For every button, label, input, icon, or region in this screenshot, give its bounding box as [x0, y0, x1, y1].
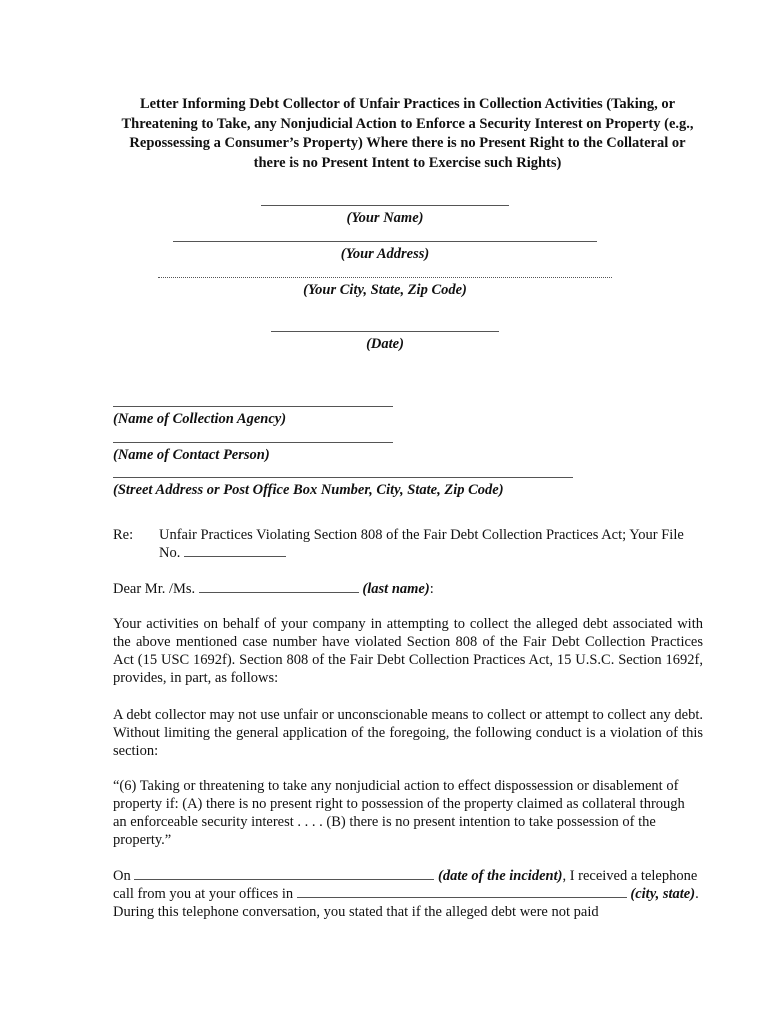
recipient-address-block — [113, 477, 573, 499]
incident-on: On — [113, 868, 131, 884]
contact-block — [113, 442, 393, 464]
salutation-prefix: Dear Mr. /Ms. — [113, 581, 196, 597]
incident-date-label: (date of the incident) — [437, 868, 563, 884]
salutation-suffix: : — [429, 581, 434, 597]
document-title: Letter Informing Debt Collector of Unfair Practices in Collection Activities (Taking, or Threatening to Take, any Nonjudicial Action to Enforce a Security Interest on Property (e.g., Repossessing a Consumer’s Property) Where there is no Present Right to the Collateral or there is no Present Intent to Exercise such Rights) — [121, 96, 694, 171]
agency-block — [113, 406, 393, 428]
date-line[interactable] — [271, 331, 499, 332]
contact-line[interactable] — [113, 442, 393, 443]
incident-city-blank[interactable] — [297, 885, 627, 898]
re-text: Unfair Practices Violating Section 808 of the Fair Debt Collection Practices Act; Your File No. — [159, 527, 684, 561]
incident-received: , I received a telephone call from you at your offices in — [113, 868, 698, 902]
paragraph-1: Your activities on behalf of your company in attempting to collect the alleged debt associated with the above mentioned case number have violated Section 808 of the Fair Debt Collection Practices Act (15 USC 1692f). Section 808 of the Fair Debt Collection Practices Act, 15 U.S.C. Section 1692f, provides, in part, as follows: — [113, 616, 703, 686]
paragraph-3: “(6) Taking or threatening to take any nonjudicial action to effect dispossession or disablement of property if: (A) there is no present right to possession of the property claimed as collateral through an enforceable security interest . . . . (B) there is no present intention to take possession of the property.” — [113, 778, 685, 848]
re-label: Re: — [113, 527, 134, 543]
incident-rest: . During this telephone conversation, you stated that if the alleged debt were not paid — [113, 886, 699, 920]
sender-name-line[interactable] — [261, 205, 509, 206]
incident-paragraph — [113, 867, 703, 921]
sender-address-block — [0, 241, 770, 263]
agency-label: (Name of Collection Agency) — [113, 411, 287, 427]
incident-date-blank[interactable] — [134, 867, 434, 880]
recipient-address-label: (Street Address or Post Office Box Number, City, State, Zip Code) — [113, 482, 504, 498]
last-name-blank[interactable] — [199, 580, 359, 593]
date-label: (Date) — [366, 336, 404, 352]
sender-name-block — [0, 205, 770, 227]
sender-address-line[interactable] — [173, 241, 597, 242]
file-number-blank[interactable] — [184, 544, 286, 557]
paragraph-2: A debt collector may not use unfair or unconscionable means to collect or attempt to collect any debt. Without limiting the general application of the foregoing, the following conduct is a violation of this section: — [113, 707, 703, 759]
salutation — [113, 580, 703, 598]
recipient-address-line[interactable] — [113, 477, 573, 478]
date-block — [0, 331, 770, 353]
agency-line[interactable] — [113, 406, 393, 407]
last-name-label: (last name) — [362, 581, 430, 597]
contact-label: (Name of Contact Person) — [113, 447, 270, 463]
sender-name-label: (Your Name) — [346, 210, 424, 226]
sender-city-label: (Your City, State, Zip Code) — [303, 282, 467, 298]
sender-city-line[interactable] — [158, 277, 612, 278]
sender-city-block — [0, 277, 770, 299]
re-body — [159, 526, 704, 562]
incident-city-label: (city, state) — [630, 886, 696, 902]
sender-address-label: (Your Address) — [340, 246, 430, 262]
